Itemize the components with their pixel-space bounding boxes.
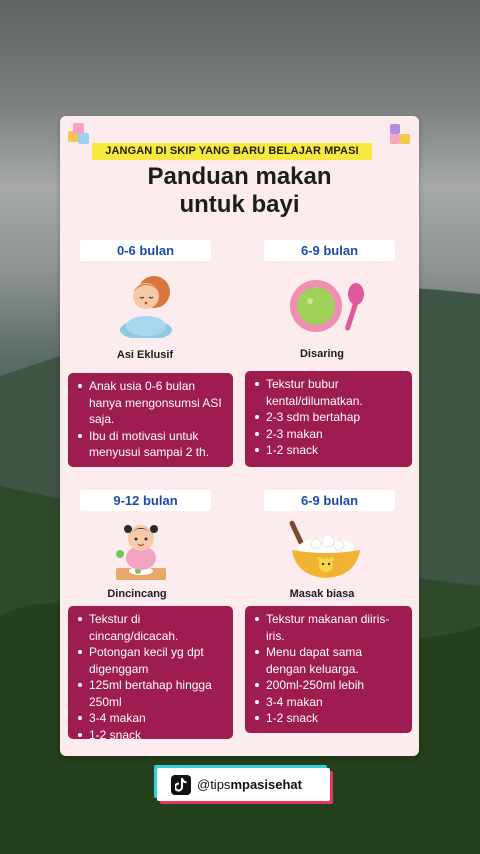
- list-item: Tekstur bubur kental/dilumatkan.: [255, 376, 404, 409]
- list-item: 125ml bertahap hingga 250ml: [78, 677, 225, 710]
- age-label-6-9-b: 6-9 bulan: [264, 490, 395, 511]
- toy-blocks-icon: [387, 121, 413, 147]
- info-box-9-12: [68, 606, 233, 742]
- list-item: Anak usia 0-6 bulan hanya mengonsumsi ASI saja.: [78, 378, 225, 428]
- list-item: Tekstur di cincang/dicacah.: [78, 611, 225, 644]
- page-title: [60, 163, 419, 219]
- warning-banner: JANGAN DI SKIP YANG BARU BELAJAR MPASI: [92, 143, 372, 160]
- age-label-9-12: 9-12 bulan: [80, 490, 211, 511]
- list-item: 200ml-250ml lebih: [255, 677, 404, 694]
- title-line-2: untuk bayi: [179, 191, 300, 218]
- handle-suffix: mpasisehat: [230, 777, 302, 792]
- title-line-1: Panduan makan: [147, 163, 332, 190]
- list-item: 1-2 snack: [255, 442, 404, 459]
- list-item: 1-2 snack: [255, 710, 404, 727]
- list-item: Tekstur makanan diiris-iris.: [255, 611, 404, 644]
- list-item: 2-3 sdm bertahap: [255, 409, 404, 426]
- list-item: 3-4 makan: [78, 710, 225, 727]
- baby-eating-icon: [112, 516, 170, 582]
- info-box-6-9: [245, 371, 412, 467]
- list-item: Ibu di motivasi untuk menyusui sampai 2 th.: [78, 428, 225, 461]
- rice-bowl-icon: [286, 520, 366, 582]
- mpasi-guide-card: [60, 116, 419, 756]
- puree-bowl-spoon-icon: [288, 276, 370, 336]
- handle-prefix: @tips: [197, 777, 231, 792]
- breastfeeding-mother-icon: [116, 272, 176, 338]
- tiktok-handle: [197, 777, 302, 792]
- abc-blocks-icon: [66, 121, 92, 147]
- list-item: 3-4 makan: [255, 694, 404, 711]
- info-box-0-6: [68, 373, 233, 467]
- tiktok-handle-badge[interactable]: [157, 768, 330, 801]
- list-item: 1-2 snack: [78, 727, 225, 744]
- list-item: 2-3 makan: [255, 426, 404, 443]
- list-item: Menu dapat sama dengan keluarga.: [255, 644, 404, 677]
- age-label-6-9: 6-9 bulan: [264, 240, 395, 261]
- info-box-6-9-b: [245, 606, 412, 733]
- tiktok-logo-icon: [171, 775, 191, 795]
- caption-dincincang: Dincincang: [107, 588, 167, 600]
- caption-masak-biasa: Masak biasa: [289, 588, 355, 600]
- caption-asi: Asi Eklusif: [116, 349, 174, 361]
- age-label-0-6: 0-6 bulan: [80, 240, 211, 261]
- caption-disaring: Disaring: [299, 348, 344, 360]
- list-item: Potongan kecil yg dpt digenggam: [78, 644, 225, 677]
